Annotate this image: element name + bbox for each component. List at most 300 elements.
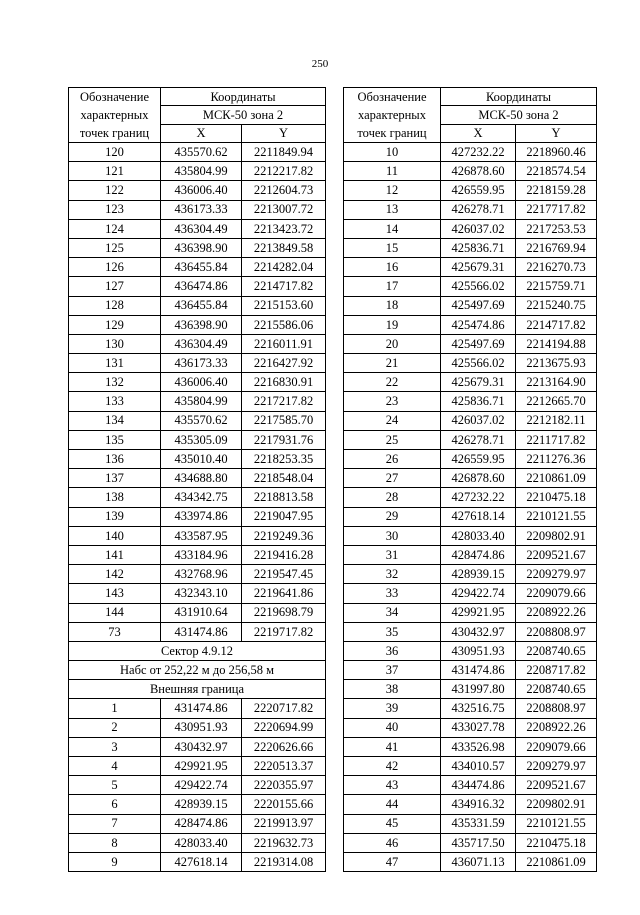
point-id-cell: 27 — [344, 469, 441, 488]
x-coordinate-cell: 434342.75 — [161, 488, 242, 507]
table-row — [344, 584, 597, 603]
x-coordinate-cell: 431474.86 — [161, 622, 242, 641]
y-coordinate-cell: 2217253.53 — [516, 219, 597, 238]
table-row — [69, 354, 326, 373]
x-coordinate-cell: 436006.40 — [161, 181, 242, 200]
y-coordinate-cell: 2219698.79 — [242, 603, 326, 622]
point-id-cell: 45 — [344, 814, 441, 833]
table-row — [69, 143, 326, 162]
x-coordinate-cell: 431997.80 — [441, 680, 516, 699]
table-row — [344, 526, 597, 545]
point-id-cell: 19 — [344, 315, 441, 334]
x-coordinate-cell: 428474.86 — [441, 545, 516, 564]
x-coordinate-cell: 433184.96 — [161, 545, 242, 564]
point-designation-header — [344, 88, 441, 143]
sector-title: Сектор 4.9.12 — [69, 641, 326, 660]
header-line: Обозначение — [357, 90, 427, 104]
x-column-header: X — [161, 124, 242, 142]
table-row — [69, 411, 326, 430]
point-id-cell: 34 — [344, 603, 441, 622]
x-coordinate-cell: 433526.98 — [441, 737, 516, 756]
y-coordinate-cell: 2215586.06 — [242, 315, 326, 334]
y-coordinate-cell: 2209079.66 — [516, 737, 597, 756]
y-coordinate-cell: 2213164.90 — [516, 373, 597, 392]
point-id-cell: 33 — [344, 584, 441, 603]
x-column-header: X — [441, 124, 516, 142]
table-row — [344, 200, 597, 219]
table-row — [344, 776, 597, 795]
coordinates-table-right — [343, 87, 597, 872]
table-row — [344, 469, 597, 488]
point-id-cell: 44 — [344, 795, 441, 814]
x-coordinate-cell: 428474.86 — [161, 814, 242, 833]
y-coordinate-cell: 2209521.67 — [516, 545, 597, 564]
table-row — [69, 622, 326, 641]
table-row — [344, 565, 597, 584]
table-row — [344, 603, 597, 622]
point-id-cell: 132 — [69, 373, 161, 392]
point-id-cell: 1 — [69, 699, 161, 718]
sector-table-body — [69, 699, 326, 872]
x-coordinate-cell: 429921.95 — [161, 757, 242, 776]
x-coordinate-cell: 436398.90 — [161, 238, 242, 257]
y-coordinate-cell: 2219047.95 — [242, 507, 326, 526]
table-row — [344, 162, 597, 181]
y-coordinate-cell: 2218159.28 — [516, 181, 597, 200]
y-coordinate-cell: 2220355.97 — [242, 776, 326, 795]
point-id-cell: 13 — [344, 200, 441, 219]
y-coordinate-cell: 2208808.97 — [516, 699, 597, 718]
point-id-cell: 25 — [344, 430, 441, 449]
point-id-cell: 10 — [344, 143, 441, 162]
point-id-cell: 29 — [344, 507, 441, 526]
x-coordinate-cell: 428033.40 — [441, 526, 516, 545]
x-coordinate-cell: 430432.97 — [161, 737, 242, 756]
point-id-cell: 142 — [69, 565, 161, 584]
y-coordinate-cell: 2208922.26 — [516, 718, 597, 737]
table-row — [69, 488, 326, 507]
x-coordinate-cell: 426278.71 — [441, 200, 516, 219]
x-coordinate-cell: 427618.14 — [161, 852, 242, 871]
table-row — [344, 507, 597, 526]
y-coordinate-cell: 2215240.75 — [516, 296, 597, 315]
table-row — [344, 354, 597, 373]
point-id-cell: 2 — [69, 718, 161, 737]
point-id-cell: 73 — [69, 622, 161, 641]
table-row — [69, 238, 326, 257]
point-id-cell: 16 — [344, 258, 441, 277]
table-row — [344, 277, 597, 296]
point-id-cell: 121 — [69, 162, 161, 181]
y-coordinate-cell: 2208740.65 — [516, 680, 597, 699]
x-coordinate-cell: 426559.95 — [441, 450, 516, 469]
table-row — [344, 852, 597, 871]
x-coordinate-cell: 427232.22 — [441, 143, 516, 162]
x-coordinate-cell: 429921.95 — [441, 603, 516, 622]
y-coordinate-cell: 2209079.66 — [516, 584, 597, 603]
x-coordinate-cell: 435570.62 — [161, 143, 242, 162]
x-coordinate-cell: 426037.02 — [441, 411, 516, 430]
coordinates-header: Координаты — [161, 88, 326, 106]
y-coordinate-cell: 2213007.72 — [242, 200, 326, 219]
table-row — [69, 450, 326, 469]
y-coordinate-cell: 2218960.46 — [516, 143, 597, 162]
x-coordinate-cell: 427618.14 — [441, 507, 516, 526]
x-coordinate-cell: 425497.69 — [441, 334, 516, 353]
x-coordinate-cell: 426278.71 — [441, 430, 516, 449]
point-id-cell: 7 — [69, 814, 161, 833]
table-row — [344, 661, 597, 680]
point-id-cell: 125 — [69, 238, 161, 257]
x-coordinate-cell: 430432.97 — [441, 622, 516, 641]
table-row — [344, 296, 597, 315]
y-coordinate-cell: 2219416.28 — [242, 545, 326, 564]
y-coordinate-cell: 2219314.08 — [242, 852, 326, 871]
y-coordinate-cell: 2214717.82 — [242, 277, 326, 296]
point-id-cell: 137 — [69, 469, 161, 488]
y-coordinate-cell: 2208808.97 — [516, 622, 597, 641]
table-row — [344, 315, 597, 334]
point-id-cell: 18 — [344, 296, 441, 315]
point-id-cell: 135 — [69, 430, 161, 449]
point-id-cell: 17 — [344, 277, 441, 296]
x-coordinate-cell: 425497.69 — [441, 296, 516, 315]
point-id-cell: 129 — [69, 315, 161, 334]
x-coordinate-cell: 432516.75 — [441, 699, 516, 718]
y-coordinate-cell: 2214717.82 — [516, 315, 597, 334]
table-row — [344, 795, 597, 814]
x-coordinate-cell: 425679.31 — [441, 373, 516, 392]
point-id-cell: 138 — [69, 488, 161, 507]
x-coordinate-cell: 436455.84 — [161, 258, 242, 277]
y-coordinate-cell: 2210475.18 — [516, 833, 597, 852]
y-coordinate-cell: 2214194.88 — [516, 334, 597, 353]
point-id-cell: 41 — [344, 737, 441, 756]
point-id-cell: 6 — [69, 795, 161, 814]
table-row — [344, 334, 597, 353]
x-coordinate-cell: 431910.64 — [161, 603, 242, 622]
point-id-cell: 12 — [344, 181, 441, 200]
point-id-cell: 20 — [344, 334, 441, 353]
y-coordinate-cell: 2220513.37 — [242, 757, 326, 776]
x-coordinate-cell: 434688.80 — [161, 469, 242, 488]
y-coordinate-cell: 2217931.76 — [242, 430, 326, 449]
point-id-cell: 134 — [69, 411, 161, 430]
x-coordinate-cell: 433027.78 — [441, 718, 516, 737]
y-coordinate-cell: 2219249.36 — [242, 526, 326, 545]
y-coordinate-cell: 2219547.45 — [242, 565, 326, 584]
point-id-cell: 22 — [344, 373, 441, 392]
table-row — [344, 622, 597, 641]
x-coordinate-cell: 434010.57 — [441, 757, 516, 776]
left-table-body — [69, 143, 326, 642]
y-coordinate-cell: 2210861.09 — [516, 852, 597, 871]
table-row — [344, 181, 597, 200]
y-coordinate-cell: 2210475.18 — [516, 488, 597, 507]
coordinate-system-header: МСК-50 зона 2 — [441, 106, 597, 124]
x-coordinate-cell: 436398.90 — [161, 315, 242, 334]
x-coordinate-cell: 436455.84 — [161, 296, 242, 315]
x-coordinate-cell: 436304.49 — [161, 334, 242, 353]
y-coordinate-cell: 2218813.58 — [242, 488, 326, 507]
x-coordinate-cell: 425566.02 — [441, 277, 516, 296]
x-coordinate-cell: 432343.10 — [161, 584, 242, 603]
table-row — [344, 219, 597, 238]
point-id-cell: 11 — [344, 162, 441, 181]
point-id-cell: 8 — [69, 833, 161, 852]
point-id-cell: 36 — [344, 641, 441, 660]
table-row — [344, 411, 597, 430]
y-coordinate-cell: 2208717.82 — [516, 661, 597, 680]
table-row — [69, 795, 326, 814]
x-coordinate-cell: 436173.33 — [161, 354, 242, 373]
point-id-cell: 31 — [344, 545, 441, 564]
y-coordinate-cell: 2211849.94 — [242, 143, 326, 162]
x-coordinate-cell: 432768.96 — [161, 565, 242, 584]
x-coordinate-cell: 426559.95 — [441, 181, 516, 200]
point-id-cell: 126 — [69, 258, 161, 277]
x-coordinate-cell: 436173.33 — [161, 200, 242, 219]
header-line: Обозначение — [79, 90, 150, 104]
y-coordinate-cell: 2212665.70 — [516, 392, 597, 411]
x-coordinate-cell: 431474.86 — [441, 661, 516, 680]
table-row — [69, 814, 326, 833]
point-id-cell: 128 — [69, 296, 161, 315]
table-row — [344, 373, 597, 392]
table-row — [69, 718, 326, 737]
y-coordinate-cell: 2212182.11 — [516, 411, 597, 430]
point-id-cell: 37 — [344, 661, 441, 680]
table-row — [344, 699, 597, 718]
point-id-cell: 15 — [344, 238, 441, 257]
table-row — [69, 852, 326, 871]
table-row — [344, 833, 597, 852]
x-coordinate-cell: 434474.86 — [441, 776, 516, 795]
point-id-cell: 4 — [69, 757, 161, 776]
header-line: характерных — [80, 108, 149, 122]
point-id-cell: 131 — [69, 354, 161, 373]
x-coordinate-cell: 428033.40 — [161, 833, 242, 852]
point-id-cell: 133 — [69, 392, 161, 411]
x-coordinate-cell: 434916.32 — [441, 795, 516, 814]
x-coordinate-cell: 425474.86 — [441, 315, 516, 334]
table-row — [344, 450, 597, 469]
table-row — [69, 565, 326, 584]
y-coordinate-cell: 2212604.73 — [242, 181, 326, 200]
table-row — [69, 181, 326, 200]
table-row — [69, 334, 326, 353]
point-id-cell: 28 — [344, 488, 441, 507]
point-id-cell: 5 — [69, 776, 161, 795]
table-row — [69, 833, 326, 852]
x-coordinate-cell: 427232.22 — [441, 488, 516, 507]
table-row — [69, 277, 326, 296]
point-id-cell: 47 — [344, 852, 441, 871]
table-row — [69, 296, 326, 315]
y-coordinate-cell: 2213849.58 — [242, 238, 326, 257]
point-id-cell: 35 — [344, 622, 441, 641]
y-coordinate-cell: 2220717.82 — [242, 699, 326, 718]
table-row — [69, 699, 326, 718]
y-column-header: Y — [242, 124, 326, 142]
point-id-cell: 124 — [69, 219, 161, 238]
x-coordinate-cell: 429422.74 — [161, 776, 242, 795]
table-row — [69, 526, 326, 545]
x-coordinate-cell: 426037.02 — [441, 219, 516, 238]
x-coordinate-cell: 435570.62 — [161, 411, 242, 430]
right-table-body — [344, 143, 597, 872]
sector-block — [69, 641, 326, 699]
coordinates-table-left — [68, 87, 326, 872]
y-coordinate-cell: 2209521.67 — [516, 776, 597, 795]
y-coordinate-cell: 2213423.72 — [242, 219, 326, 238]
y-coordinate-cell: 2208922.26 — [516, 603, 597, 622]
point-id-cell: 9 — [69, 852, 161, 871]
x-coordinate-cell: 430951.93 — [161, 718, 242, 737]
table-row — [344, 258, 597, 277]
y-coordinate-cell: 2216769.94 — [516, 238, 597, 257]
y-coordinate-cell: 2213675.93 — [516, 354, 597, 373]
x-coordinate-cell: 425679.31 — [441, 258, 516, 277]
x-coordinate-cell: 431474.86 — [161, 699, 242, 718]
table-row — [344, 488, 597, 507]
y-column-header: Y — [516, 124, 597, 142]
y-coordinate-cell: 2220155.66 — [242, 795, 326, 814]
x-coordinate-cell: 436006.40 — [161, 373, 242, 392]
y-coordinate-cell: 2209279.97 — [516, 757, 597, 776]
table-row — [344, 545, 597, 564]
x-coordinate-cell: 435804.99 — [161, 392, 242, 411]
table-row — [344, 392, 597, 411]
table-row — [69, 392, 326, 411]
y-coordinate-cell: 2215759.71 — [516, 277, 597, 296]
table-row — [69, 315, 326, 334]
table-row — [69, 258, 326, 277]
table-row — [69, 162, 326, 181]
point-id-cell: 24 — [344, 411, 441, 430]
y-coordinate-cell: 2209802.91 — [516, 795, 597, 814]
point-id-cell: 144 — [69, 603, 161, 622]
y-coordinate-cell: 2218548.04 — [242, 469, 326, 488]
table-row — [69, 219, 326, 238]
point-id-cell: 43 — [344, 776, 441, 795]
y-coordinate-cell: 2216011.91 — [242, 334, 326, 353]
table-row — [69, 603, 326, 622]
y-coordinate-cell: 2210121.55 — [516, 814, 597, 833]
point-id-cell: 139 — [69, 507, 161, 526]
point-id-cell: 42 — [344, 757, 441, 776]
table-row — [69, 200, 326, 219]
x-coordinate-cell: 425836.71 — [441, 392, 516, 411]
point-id-cell: 26 — [344, 450, 441, 469]
y-coordinate-cell: 2216270.73 — [516, 258, 597, 277]
y-coordinate-cell: 2212217.82 — [242, 162, 326, 181]
sector-height-range: Набс от 252,22 м до 256,58 м — [69, 661, 326, 680]
table-row — [69, 737, 326, 756]
y-coordinate-cell: 2209279.97 — [516, 565, 597, 584]
y-coordinate-cell: 2210121.55 — [516, 507, 597, 526]
point-id-cell: 21 — [344, 354, 441, 373]
point-id-cell: 130 — [69, 334, 161, 353]
coordinate-system-header: МСК-50 зона 2 — [161, 106, 326, 124]
y-coordinate-cell: 2208740.65 — [516, 641, 597, 660]
y-coordinate-cell: 2219717.82 — [242, 622, 326, 641]
point-id-cell: 38 — [344, 680, 441, 699]
point-id-cell: 127 — [69, 277, 161, 296]
point-id-cell: 136 — [69, 450, 161, 469]
header-line: характерных — [358, 108, 426, 122]
x-coordinate-cell: 435331.59 — [441, 814, 516, 833]
table-row — [344, 143, 597, 162]
coordinates-header: Координаты — [441, 88, 597, 106]
point-id-cell: 120 — [69, 143, 161, 162]
table-row — [344, 680, 597, 699]
table-row — [69, 373, 326, 392]
page-number: 250 — [311, 58, 329, 70]
table-row — [69, 545, 326, 564]
table-row — [344, 814, 597, 833]
x-coordinate-cell: 433587.95 — [161, 526, 242, 545]
point-id-cell: 40 — [344, 718, 441, 737]
x-coordinate-cell: 426878.60 — [441, 469, 516, 488]
point-id-cell: 46 — [344, 833, 441, 852]
x-coordinate-cell: 428939.15 — [441, 565, 516, 584]
table-row — [69, 757, 326, 776]
header-line: точек границ — [79, 126, 150, 140]
x-coordinate-cell: 425566.02 — [441, 354, 516, 373]
point-id-cell: 3 — [69, 737, 161, 756]
y-coordinate-cell: 2214282.04 — [242, 258, 326, 277]
x-coordinate-cell: 430951.93 — [441, 641, 516, 660]
point-id-cell: 14 — [344, 219, 441, 238]
table-row — [344, 737, 597, 756]
y-coordinate-cell: 2220694.99 — [242, 718, 326, 737]
x-coordinate-cell: 435305.09 — [161, 430, 242, 449]
x-coordinate-cell: 436474.86 — [161, 277, 242, 296]
y-coordinate-cell: 2217217.82 — [242, 392, 326, 411]
y-coordinate-cell: 2219641.86 — [242, 584, 326, 603]
table-row — [69, 430, 326, 449]
point-id-cell: 143 — [69, 584, 161, 603]
x-coordinate-cell: 425836.71 — [441, 238, 516, 257]
sector-boundary-label: Внешняя граница — [69, 680, 326, 699]
x-coordinate-cell: 436304.49 — [161, 219, 242, 238]
point-id-cell: 140 — [69, 526, 161, 545]
table-row — [69, 507, 326, 526]
point-id-cell: 23 — [344, 392, 441, 411]
table-row — [69, 584, 326, 603]
header-line: точек границ — [357, 126, 427, 140]
x-coordinate-cell: 433974.86 — [161, 507, 242, 526]
x-coordinate-cell: 435804.99 — [161, 162, 242, 181]
table-row — [344, 238, 597, 257]
table-row — [344, 641, 597, 660]
y-coordinate-cell: 2216830.91 — [242, 373, 326, 392]
point-id-cell: 30 — [344, 526, 441, 545]
x-coordinate-cell: 435010.40 — [161, 450, 242, 469]
table-row — [69, 776, 326, 795]
table-row — [69, 469, 326, 488]
x-coordinate-cell: 436071.13 — [441, 852, 516, 871]
point-id-cell: 39 — [344, 699, 441, 718]
table-row — [344, 757, 597, 776]
y-coordinate-cell: 2218574.54 — [516, 162, 597, 181]
y-coordinate-cell: 2216427.92 — [242, 354, 326, 373]
table-row — [344, 718, 597, 737]
x-coordinate-cell: 429422.74 — [441, 584, 516, 603]
y-coordinate-cell: 2219632.73 — [242, 833, 326, 852]
y-coordinate-cell: 2215153.60 — [242, 296, 326, 315]
